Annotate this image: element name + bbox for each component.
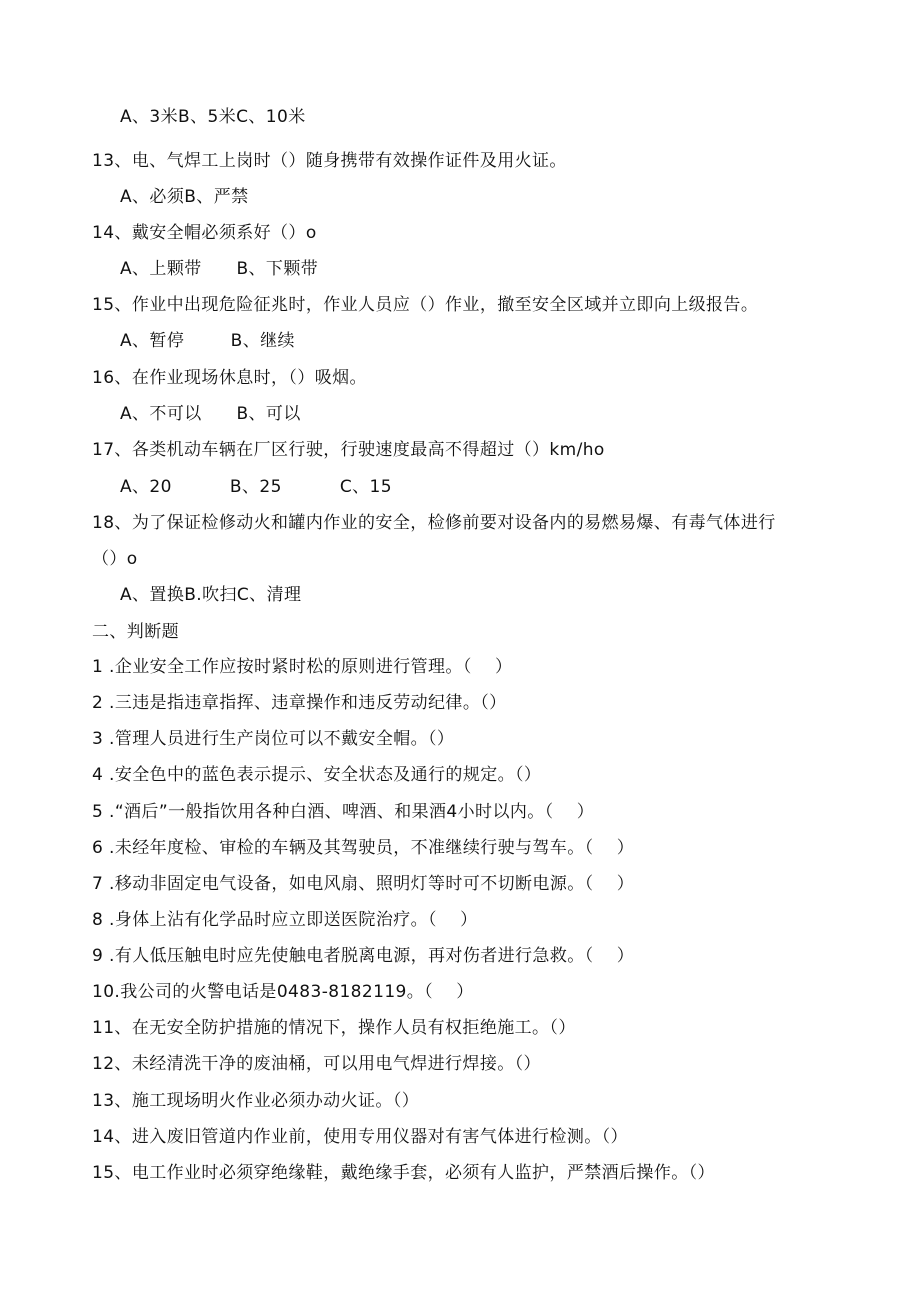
q18-text-line2: （）o	[92, 549, 138, 569]
q16-text: 16、在作业现场休息时，（）吸烟。	[92, 368, 367, 388]
judgment-item: 7 .移动非固定电气设备，如电风扇、照明灯等时可不切断电源。（ ）	[92, 874, 635, 894]
judgment-item: 3 .管理人员进行生产岗位可以不戴安全帽。（）	[92, 729, 455, 749]
judgment-item: 12、未经清洗干净的废油桶，可以用电气焊进行焊接。（）	[92, 1054, 541, 1074]
q16-options: A、不可以 B、可以	[120, 404, 301, 424]
q17-text: 17、各类机动车辆在厂区行驶，行驶速度最高不得超过（）km/ho	[92, 440, 605, 460]
judgment-item: 9 .有人低压触电时应先使触电者脱离电源，再对伤者进行急救。（ ）	[92, 946, 635, 966]
q13-options: A、必须B、严禁	[120, 187, 249, 207]
judgment-item: 11、在无安全防护措施的情况下，操作人员有权拒绝施工。（）	[92, 1018, 576, 1038]
q15-options: A、暂停 B、继续	[120, 331, 295, 351]
q14-options: A、上颗带 B、下颗带	[120, 259, 319, 279]
judgment-item: 13、施工现场明火作业必须办动火证。（）	[92, 1091, 420, 1111]
judgment-item: 2 .三违是指违章指挥、违章操作和违反劳动纪律。（）	[92, 693, 507, 713]
q13-text: 13、电、气焊工上岗时（）随身携带有效操作证件及用火证。	[92, 151, 567, 171]
judgment-item: 8 .身体上沾有化学品时应立即送医院治疗。（ ）	[92, 910, 478, 930]
q18-options: A、置换B.吹扫C、清理	[120, 585, 302, 605]
q12-options: A、3米B、5米C、10米	[120, 107, 306, 127]
judgment-item: 10.我公司的火警电话是0483-8182119。（ ）	[92, 982, 474, 1002]
judgment-item: 1 .企业安全工作应按时紧时松的原则进行管理。（ ）	[92, 657, 513, 677]
judgment-item: 14、进入废旧管道内作业前，使用专用仪器对有害气体进行检测。（）	[92, 1127, 628, 1147]
judgment-item: 4 .安全色中的蓝色表示提示、安全状态及通行的规定。（）	[92, 765, 542, 785]
q15-text: 15、作业中出现危险征兆时，作业人员应（）作业，撤至安全区域并立即向上级报告。	[92, 295, 759, 315]
q14-text: 14、戴安全帽必须系好（）o	[92, 223, 317, 243]
judgment-item: 15、电工作业时必须穿绝缘鞋，戴绝缘手套，必须有人监护，严禁酒后操作。（）	[92, 1163, 715, 1183]
q18-text-line1: 18、为了保证检修动火和罐内作业的安全，检修前要对设备内的易燃易爆、有毒气体进行	[92, 513, 776, 533]
q17-options: A、20 B、25 C、15	[120, 477, 392, 497]
judgment-item: 5 .“酒后”一般指饮用各种白酒、啤酒、和果酒4小时以内。（ ）	[92, 802, 595, 822]
judgment-heading: 二、判断题	[92, 622, 179, 642]
judgment-item: 6 .未经年度检、审检的车辆及其驾驶员，不准继续行驶与驾车。（ ）	[92, 838, 635, 858]
